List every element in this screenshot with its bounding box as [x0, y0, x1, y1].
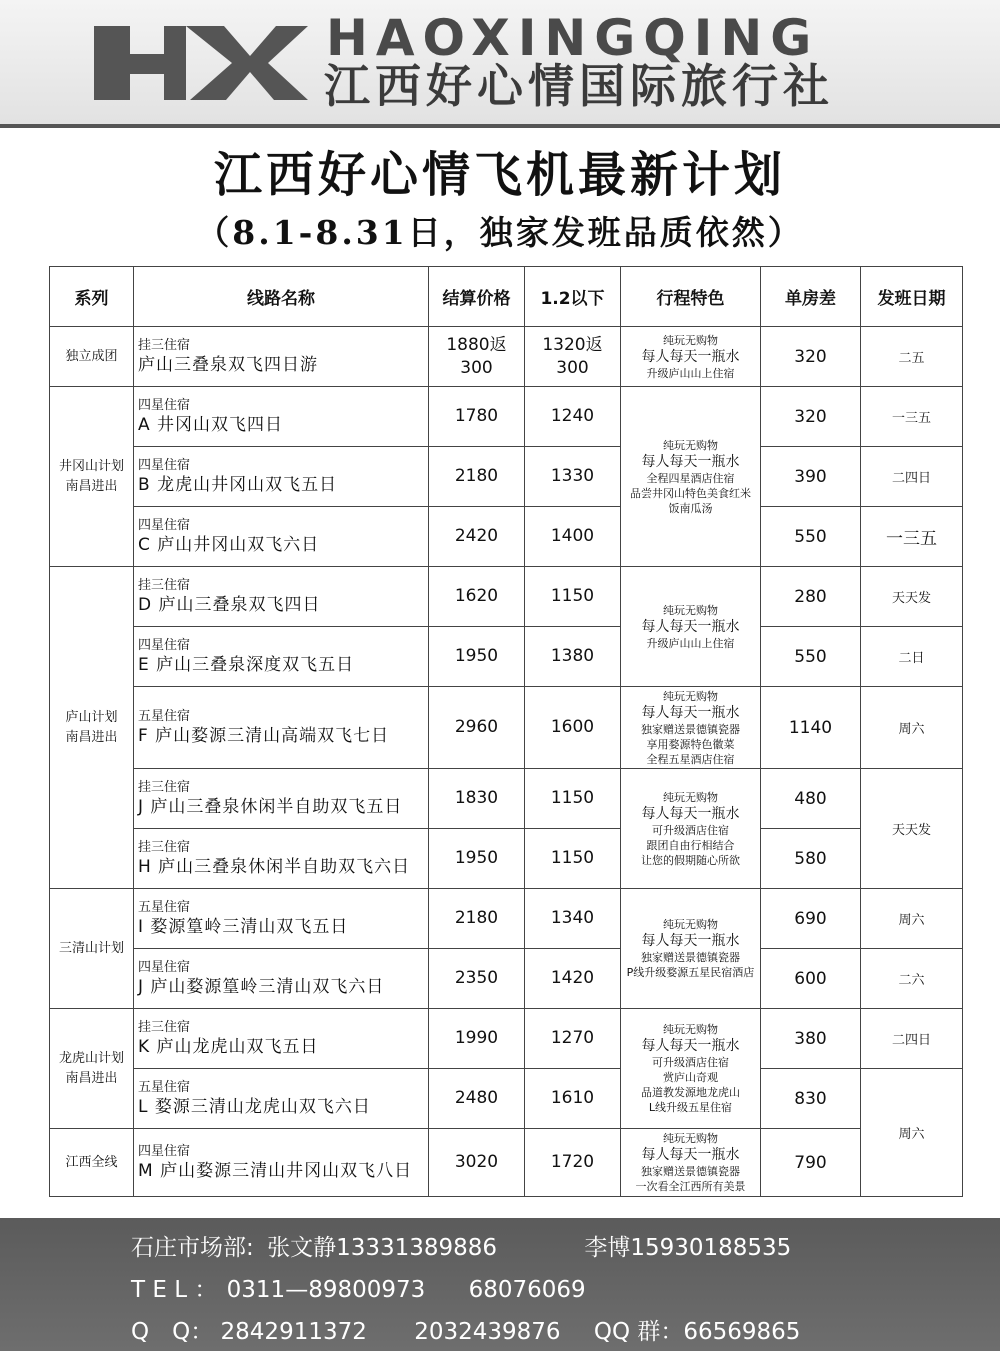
header-series: 系列 — [50, 267, 134, 327]
features-cell — [621, 889, 761, 1009]
price-cell: 2180 — [429, 447, 525, 507]
child-price-cell: 1600 — [525, 687, 621, 769]
header-features: 行程特色 — [621, 267, 761, 327]
feature-line: 每人每天一瓶水 — [641, 618, 740, 635]
single-room-cell: 690 — [761, 889, 861, 949]
route-cell — [134, 1129, 429, 1197]
departure-cell: 二四日 — [861, 1009, 963, 1069]
feature-line: 每人每天一瓶水 — [641, 805, 740, 822]
hotel-level: 挂三住宿 — [138, 338, 191, 353]
price-cell: 2480 — [429, 1069, 525, 1129]
header-divider — [0, 124, 1000, 128]
features-cell — [621, 769, 761, 889]
features-cell — [621, 1009, 761, 1129]
route-name: C 庐山井冈山双飞六日 — [138, 535, 320, 555]
route-name: D 庐山三叠泉双飞四日 — [138, 595, 321, 615]
hotel-level: 五星住宿 — [138, 1080, 191, 1095]
hotel-level: 五星住宿 — [138, 709, 191, 724]
qq-group: QQ 群：66569865 — [593, 1319, 801, 1345]
feature-line: 纯玩无购物 — [663, 1132, 718, 1145]
series-line: 庐山计划 — [65, 709, 118, 725]
feature-line: 饭南瓜汤 — [668, 501, 713, 515]
feature-line: L线升级五星住宿 — [648, 1101, 733, 1114]
child-price-cell: 1270 — [525, 1009, 621, 1069]
feature-line: 品道教发源地龙虎山 — [641, 1086, 740, 1099]
child-price-cell: 1420 — [525, 949, 621, 1009]
departure-cell: 二六 — [861, 949, 963, 1009]
feature-line: 纯玩无购物 — [663, 438, 718, 452]
table-row — [50, 567, 963, 627]
child-price-cell: 1240 — [525, 387, 621, 447]
price-cell: 1950 — [429, 829, 525, 889]
hotel-level: 四星住宿 — [138, 1144, 191, 1159]
route-cell — [134, 1009, 429, 1069]
price-cell: 1620 — [429, 567, 525, 627]
child-price-cell: 1380 — [525, 627, 621, 687]
price-cell: 2420 — [429, 507, 525, 567]
feature-line: 全程五星酒店住宿 — [646, 752, 735, 766]
feature-line: 独家赠送景德镇瓷器 — [641, 951, 740, 964]
table-row — [50, 889, 963, 949]
header-departure: 发班日期 — [861, 267, 963, 327]
price-cell — [429, 327, 525, 387]
child-price-cell: 1610 — [525, 1069, 621, 1129]
child-price-cell — [525, 327, 621, 387]
features-cell — [621, 567, 761, 687]
table-row — [50, 949, 963, 1009]
feature-line: 每人每天一瓶水 — [641, 348, 740, 365]
feature-line: 每人每天一瓶水 — [641, 453, 740, 470]
series-line: 井冈山计划 — [58, 458, 124, 474]
single-room-cell: 550 — [761, 627, 861, 687]
feature-line: 品尝井冈山特色美食红米 — [630, 486, 751, 500]
feature-line: 享用婺源特色徽菜 — [646, 737, 735, 751]
departure-cell: 一三五 — [861, 507, 963, 567]
route-name: B 龙虎山井冈山双飞五日 — [138, 475, 338, 495]
header-price: 结算价格 — [429, 267, 525, 327]
sales-label: 石庄市场部: — [131, 1235, 254, 1261]
table-row — [50, 507, 963, 567]
feature-line: 独家赠送景德镇瓷器 — [641, 1165, 740, 1178]
contact-line-qq — [131, 1316, 800, 1348]
route-cell — [134, 889, 429, 949]
route-cell — [134, 567, 429, 627]
series-cell — [50, 387, 134, 567]
route-name: I 婺源篁岭三清山双飞五日 — [138, 917, 349, 937]
child-price-line: 300 — [556, 357, 589, 378]
departure-cell: 周六 — [861, 687, 963, 769]
table-row — [50, 687, 963, 769]
route-cell — [134, 327, 429, 387]
table-row — [50, 327, 963, 387]
feature-line: 可升级酒店住宿 — [652, 823, 729, 837]
table-row — [50, 829, 963, 889]
feature-line: P线升级婺源五星民宿酒店 — [626, 966, 755, 979]
child-price-cell: 1720 — [525, 1129, 621, 1197]
feature-line: 全程四星酒店住宿 — [646, 471, 735, 485]
feature-line: 升级庐山山上住宿 — [646, 366, 735, 380]
qq-number-1: 2842911372 — [220, 1319, 367, 1345]
child-price-cell: 1150 — [525, 769, 621, 829]
contact-line-sales — [131, 1232, 791, 1264]
feature-line: 纯玩无购物 — [663, 333, 718, 347]
price-cell: 2960 — [429, 687, 525, 769]
hotel-level: 四星住宿 — [138, 638, 191, 653]
series-cell — [50, 1009, 134, 1129]
hotel-level: 四星住宿 — [138, 518, 191, 533]
child-price-cell: 1330 — [525, 447, 621, 507]
route-name: H 庐山三叠泉休闲半自助双飞六日 — [138, 857, 411, 877]
route-cell — [134, 1069, 429, 1129]
qq-number-2: 2032439876 — [414, 1319, 561, 1345]
child-price-cell: 1150 — [525, 829, 621, 889]
feature-line: 一次看全江西所有美景 — [635, 1180, 746, 1193]
feature-line: 纯玩无购物 — [663, 790, 718, 804]
feature-line: 可升级酒店住宿 — [652, 1056, 729, 1069]
contact-footer — [0, 1218, 1000, 1351]
route-name: J 庐山婺源篁岭三清山双飞六日 — [138, 977, 385, 997]
tel-label: T E L ： — [131, 1277, 218, 1303]
price-cell: 1990 — [429, 1009, 525, 1069]
series-cell — [50, 567, 134, 889]
table-row — [50, 627, 963, 687]
tel-number-1: 0311—89800973 — [226, 1277, 426, 1303]
child-price-cell: 1150 — [525, 567, 621, 627]
sales-contact-1: 张文静13331389886 — [267, 1235, 498, 1261]
single-room-cell: 320 — [761, 387, 861, 447]
sales-contact-2: 李博15930188535 — [584, 1235, 792, 1261]
route-cell — [134, 687, 429, 769]
feature-line: 让您的假期随心所欲 — [641, 853, 740, 867]
tour-plan-table — [49, 266, 963, 1197]
feature-line: 纯玩无购物 — [663, 918, 718, 931]
header-child-price: 1.2以下 — [525, 267, 621, 327]
price-cell: 1830 — [429, 769, 525, 829]
price-cell: 3020 — [429, 1129, 525, 1197]
route-cell — [134, 627, 429, 687]
feature-line: 每人每天一瓶水 — [641, 704, 740, 721]
series-cell: 江西全线 — [50, 1129, 134, 1197]
route-name: J 庐山三叠泉休闲半自助双飞五日 — [138, 797, 403, 817]
child-price-line: 1320返 — [542, 334, 603, 355]
feature-line: 纯玩无购物 — [663, 603, 718, 617]
feature-line: 每人每天一瓶水 — [641, 1038, 740, 1054]
price-line: 1880返 — [446, 334, 507, 355]
table-row — [50, 1069, 963, 1129]
single-room-cell: 1140 — [761, 687, 861, 769]
route-cell — [134, 387, 429, 447]
hotel-level: 五星住宿 — [138, 900, 191, 915]
single-room-cell: 550 — [761, 507, 861, 567]
qq-label: Q Q： — [131, 1319, 214, 1345]
hx-logo-icon — [94, 16, 308, 110]
table-row — [50, 769, 963, 829]
route-cell — [134, 447, 429, 507]
header-single-room: 单房差 — [761, 267, 861, 327]
child-price-cell: 1340 — [525, 889, 621, 949]
departure-cell: 一三五 — [861, 387, 963, 447]
feature-line: 每人每天一瓶水 — [641, 1147, 740, 1163]
series-cell: 三清山计划 — [50, 889, 134, 1009]
table-row — [50, 387, 963, 447]
page-title: 江西好心情飞机最新计划 — [213, 147, 786, 203]
single-room-cell: 390 — [761, 447, 861, 507]
page-subtitle: （8.1-8.31日，独家发班品质依然） — [196, 213, 804, 252]
single-room-cell: 480 — [761, 769, 861, 829]
single-room-cell: 580 — [761, 829, 861, 889]
series-line: 南昌进出 — [65, 478, 118, 494]
price-cell: 1780 — [429, 387, 525, 447]
price-line: 300 — [460, 357, 493, 378]
route-name: K 庐山龙虎山双飞五日 — [138, 1037, 319, 1057]
route-cell — [134, 829, 429, 889]
series-line: 龙虎山计划 — [58, 1050, 124, 1066]
route-cell — [134, 769, 429, 829]
logo-chinese-name: 江西好心情国际旅行社 — [324, 59, 834, 113]
table-row — [50, 1009, 963, 1069]
feature-line: 纯玩无购物 — [663, 1023, 718, 1036]
hotel-level: 四星住宿 — [138, 960, 191, 975]
series-line: 南昌进出 — [65, 729, 118, 745]
series-line: 南昌进出 — [65, 1070, 118, 1086]
departure-cell: 天天发 — [861, 567, 963, 627]
feature-line: 每人每天一瓶水 — [641, 933, 740, 949]
features-cell — [621, 327, 761, 387]
logo-english-name: HAOXINGQING — [326, 9, 820, 67]
table-row — [50, 1129, 963, 1197]
features-cell — [621, 687, 761, 769]
route-name: A 井冈山双飞四日 — [138, 415, 284, 435]
single-room-cell: 790 — [761, 1129, 861, 1197]
departure-cell: 天天发 — [861, 769, 963, 889]
route-name: 庐山三叠泉双飞四日游 — [138, 355, 318, 375]
price-cell: 2180 — [429, 889, 525, 949]
single-room-cell: 380 — [761, 1009, 861, 1069]
contact-line-tel — [131, 1274, 586, 1306]
departure-cell: 二日 — [861, 627, 963, 687]
logo-banner — [0, 0, 1000, 124]
child-price-cell: 1400 — [525, 507, 621, 567]
feature-line: 纯玩无购物 — [663, 689, 718, 703]
price-cell: 2350 — [429, 949, 525, 1009]
header-route: 线路名称 — [134, 267, 429, 327]
departure-cell: 周六 — [861, 889, 963, 949]
single-room-cell: 600 — [761, 949, 861, 1009]
series-cell: 独立成团 — [50, 327, 134, 387]
hotel-level: 挂三住宿 — [138, 1020, 191, 1035]
route-name: L 婺源三清山龙虎山双飞六日 — [138, 1097, 371, 1117]
feature-line: 升级庐山山上住宿 — [646, 636, 735, 650]
hotel-level: 四星住宿 — [138, 398, 191, 413]
price-cell: 1950 — [429, 627, 525, 687]
features-cell — [621, 1129, 761, 1197]
feature-line: 独家赠送景德镇瓷器 — [641, 722, 740, 736]
feature-line: 赏庐山奇观 — [663, 1071, 718, 1084]
route-name: M 庐山婺源三清山井冈山双飞八日 — [138, 1161, 413, 1181]
hotel-level: 挂三住宿 — [138, 840, 191, 855]
single-room-cell: 320 — [761, 327, 861, 387]
route-name: F 庐山婺源三清山高端双飞七日 — [138, 726, 390, 746]
route-cell — [134, 949, 429, 1009]
features-cell — [621, 387, 761, 567]
feature-line: 跟团自由行相结合 — [646, 838, 735, 852]
departure-cell: 二五 — [861, 327, 963, 387]
route-cell — [134, 507, 429, 567]
table-row — [50, 447, 963, 507]
hotel-level: 挂三住宿 — [138, 780, 191, 795]
departure-cell: 二四日 — [861, 447, 963, 507]
single-room-cell: 830 — [761, 1069, 861, 1129]
route-name: E 庐山三叠泉深度双飞五日 — [138, 655, 355, 675]
hotel-level: 四星住宿 — [138, 458, 191, 473]
hotel-level: 挂三住宿 — [138, 578, 191, 593]
tel-number-2: 68076069 — [468, 1277, 586, 1303]
table-header-row — [50, 267, 963, 327]
departure-cell: 周六 — [861, 1069, 963, 1197]
single-room-cell: 280 — [761, 567, 861, 627]
